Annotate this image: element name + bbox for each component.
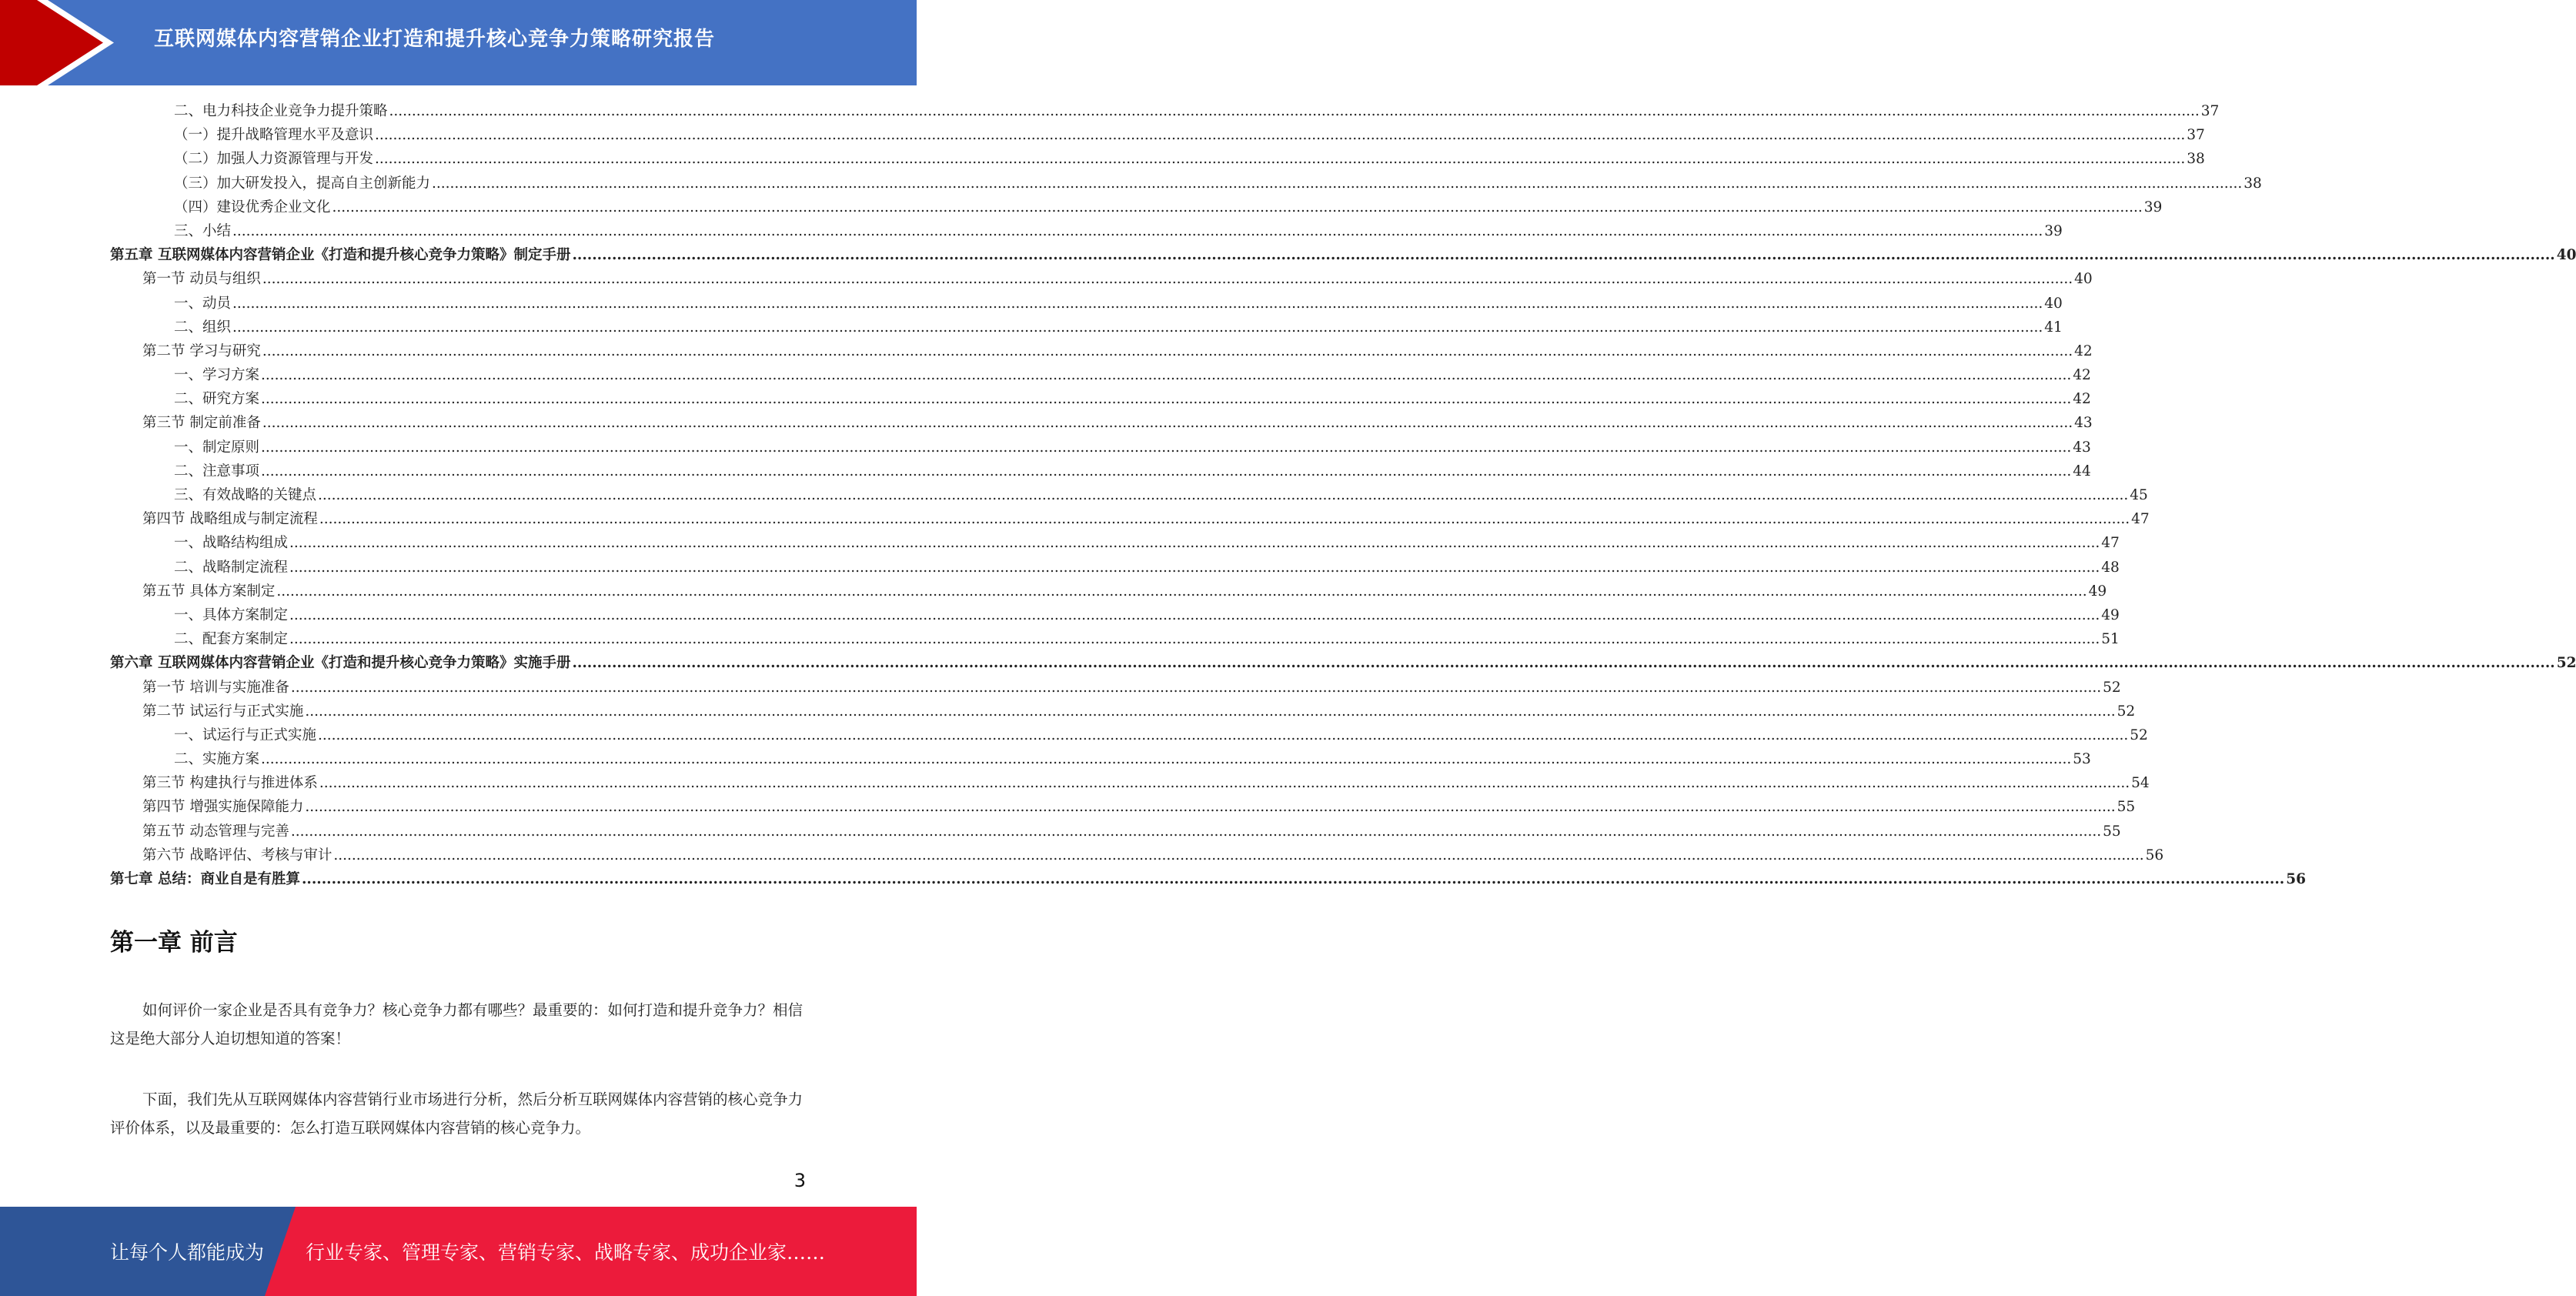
toc-entry[interactable] [110,867,2306,891]
toc-entry-page: 52 [2556,655,2576,672]
header-arrow-decoration [0,0,115,85]
toc-dot-leader: ................................................................................................................................................................................................................................................................................................................................................................................................................ [289,535,2100,552]
toc-entry-title: 第六节 战略评估、考核与审计 [142,847,332,863]
toc-entry-title: 三、小结 [174,222,232,239]
toc-entry[interactable] [110,603,2120,627]
toc-entry-page: 54 [2131,775,2150,792]
toc-dot-leader: ................................................................................................................................................................................................................................................................................................................................................................................................................ [232,295,2043,312]
toc-entry-page: 40 [2556,247,2576,264]
toc-entry-page: 56 [2286,871,2306,887]
toc-entry[interactable] [110,436,2091,459]
toc-entry-page: 38 [2244,175,2262,192]
toc-dot-leader: ................................................................................................................................................................................................................................................................................................................................................................................................................ [276,583,2087,600]
toc-entry-page: 52 [2130,726,2148,743]
toc-dot-leader: ................................................................................................................................................................................................................................................................................................................................................................................................................ [261,463,2072,479]
toc-entry[interactable] [110,556,2120,580]
toc-entry-page: 48 [2101,559,2120,576]
toc-entry[interactable] [110,531,2120,555]
toc-dot-leader: ................................................................................................................................................................................................................................................................................................................................................................................................................ [432,175,2243,192]
toc-entry-page: 52 [2103,679,2121,696]
toc-dot-leader: ................................................................................................................................................................................................................................................................................................................................................................................................................ [318,726,2129,743]
toc-entry-title: 二、配套方案制定 [174,631,289,648]
toc-entry-page: 44 [2073,463,2091,479]
toc-dot-leader: ................................................................................................................................................................................................................................................................................................................................................................................................................ [318,487,2129,503]
toc-dot-leader: ................................................................................................................................................................................................................................................................................................................................................................................................................ [262,415,2073,432]
toc-entry[interactable] [110,195,2163,219]
toc-entry-title: （四）建设优秀企业文化 [174,199,331,215]
toc-entry[interactable] [110,363,2091,387]
footer-slogan-left: 让每个人都能成为 [110,1241,265,1264]
footer-slogan-right: 行业专家、管理专家、营销专家、战略专家、成功企业家…… [306,1241,826,1264]
toc-entry-title: 第二节 学习与研究 [142,342,261,359]
toc-entry[interactable] [110,795,2136,819]
toc-dot-leader: ................................................................................................................................................................................................................................................................................................................................................................................................................ [319,511,2130,528]
toc-entry-title: 一、试运行与正式实施 [174,726,317,743]
toc-entry-title: 一、动员 [174,295,232,312]
toc-entry[interactable] [110,676,2121,700]
toc-dot-leader: ................................................................................................................................................................................................................................................................................................................................................................................................................ [261,751,2072,768]
toc-entry-page: 40 [2074,271,2093,288]
toc-entry[interactable] [110,627,2120,651]
toc-entry-page: 42 [2073,391,2091,408]
toc-dot-leader: ................................................................................................................................................................................................................................................................................................................................................................................................................ [232,319,2043,336]
toc-entry-page: 39 [2143,199,2163,215]
toc-entry-title: 第六章 互联网媒体内容营销企业《打造和提升核心竞争力策略》实施手册 [110,655,571,672]
toc-entry[interactable] [110,123,2205,147]
intro-paragraph-1: 如何评价一家企业是否具有竞争力？核心竞争力都有哪些？最重要的：如何打造和提升竞争力？相信这是绝大部分人迫切想知道的答案！ [110,1001,804,1047]
toc-entry-title: 第五节 具体方案制定 [142,583,276,600]
toc-entry-page: 49 [2088,583,2107,600]
toc-entry[interactable] [110,723,2148,747]
toc-entry-page: 53 [2073,751,2091,768]
table-of-contents [110,99,2576,891]
toc-dot-leader: ................................................................................................................................................................................................................................................................................................................................................................................................................ [305,799,2116,816]
toc-entry-title: 三、有效战略的关键点 [174,487,317,503]
toc-dot-leader: ................................................................................................................................................................................................................................................................................................................................................................................................................ [290,679,2102,696]
toc-entry-title: 二、实施方案 [174,751,260,768]
toc-entry[interactable] [110,267,2093,291]
toc-entry-page: 55 [2103,823,2121,840]
report-title: 互联网媒体内容营销企业打造和提升核心竞争力策略研究报告 [154,28,716,51]
toc-entry-page: 43 [2073,439,2091,456]
toc-entry-page: 38 [2187,151,2205,168]
toc-entry-page: 47 [2131,511,2150,528]
toc-entry[interactable] [110,172,2262,195]
page-header [0,0,917,85]
toc-entry[interactable] [110,820,2121,843]
toc-dot-leader: ................................................................................................................................................................................................................................................................................................................................................................................................................ [261,367,2072,384]
toc-entry-title: 一、制定原则 [174,439,260,456]
toc-entry-title: （二）加强人力资源管理与开发 [174,151,374,168]
toc-entry[interactable] [110,219,2063,243]
toc-dot-leader: ................................................................................................................................................................................................................................................................................................................................................................................................................ [375,151,2186,168]
toc-entry-page: 42 [2073,367,2091,384]
toc-entry[interactable] [110,843,2164,867]
toc-entry[interactable] [110,507,2150,531]
toc-entry-title: 第一节 培训与实施准备 [142,679,289,696]
toc-dot-leader: ................................................................................................................................................................................................................................................................................................................................................................................................................ [319,775,2130,792]
toc-entry-title: 第一节 动员与组织 [142,271,261,288]
toc-entry-page: 49 [2101,606,2120,623]
toc-entry-title: （三）加大研发投入，提高自主创新能力 [174,175,431,192]
toc-dot-leader: ................................................................................................................................................................................................................................................................................................................................................................................................................ [290,823,2102,840]
toc-entry-page: 51 [2101,631,2120,648]
toc-entry-title: 第三节 构建执行与推进体系 [142,775,318,792]
toc-dot-leader: ................................................................................................................................................................................................................................................................................................................................................................................................................ [301,871,2285,887]
toc-entry-page: 40 [2044,295,2063,312]
toc-dot-leader: ................................................................................................................................................................................................................................................................................................................................................................................................................ [289,631,2100,648]
toc-entry-title: 一、具体方案制定 [174,606,289,623]
toc-entry-page: 42 [2074,342,2093,359]
toc-entry-title: （一）提升战略管理水平及意识 [174,127,374,144]
page-number: 3 [794,1170,806,1191]
toc-entry[interactable] [110,316,2063,339]
toc-entry-title: 二、组织 [174,319,232,336]
toc-dot-leader: ................................................................................................................................................................................................................................................................................................................................................................................................................ [375,127,2186,144]
toc-entry-page: 56 [2145,847,2164,863]
toc-dot-leader: ................................................................................................................................................................................................................................................................................................................................................................................................................ [572,655,2555,672]
toc-entry-title: 二、战略制定流程 [174,559,289,576]
toc-dot-leader: ................................................................................................................................................................................................................................................................................................................................................................................................................ [332,199,2143,215]
toc-entry-title: 第二节 试运行与正式实施 [142,703,304,720]
toc-entry[interactable] [110,771,2150,795]
toc-entry[interactable] [110,411,2093,435]
toc-entry-page: 37 [2187,127,2205,144]
toc-entry-title: 一、学习方案 [174,367,260,384]
toc-entry-page: 43 [2074,415,2093,432]
toc-entry[interactable] [110,651,2576,675]
toc-entry[interactable] [110,580,2107,603]
toc-dot-leader: ................................................................................................................................................................................................................................................................................................................................................................................................................ [572,247,2555,264]
toc-entry-title: 第五章 互联网媒体内容营销企业《打造和提升核心竞争力策略》制定手册 [110,247,571,264]
toc-entry-title: 第七章 总结：商业自是有胜算 [110,871,300,887]
toc-entry[interactable] [110,147,2205,171]
toc-entry[interactable] [110,339,2093,363]
toc-entry[interactable] [110,243,2576,267]
toc-entry-page: 52 [2117,703,2136,720]
toc-entry-page: 39 [2044,222,2063,239]
toc-entry[interactable] [110,459,2091,483]
toc-entry-page: 55 [2117,799,2136,816]
toc-entry[interactable] [110,700,2136,723]
toc-dot-leader: ................................................................................................................................................................................................................................................................................................................................................................................................................ [289,606,2100,623]
toc-dot-leader: ................................................................................................................................................................................................................................................................................................................................................................................................................ [262,271,2073,288]
toc-dot-leader: ................................................................................................................................................................................................................................................................................................................................................................................................................ [289,559,2100,576]
toc-entry[interactable] [110,387,2091,411]
toc-entry-title: 第三节 制定前准备 [142,415,261,432]
toc-dot-leader: ................................................................................................................................................................................................................................................................................................................................................................................................................ [232,222,2043,239]
toc-dot-leader: ................................................................................................................................................................................................................................................................................................................................................................................................................ [389,103,2200,119]
toc-entry[interactable] [110,747,2091,771]
toc-entry-page: 37 [2200,103,2220,119]
toc-entry[interactable] [110,292,2063,316]
toc-entry-title: 一、战略结构组成 [174,535,289,552]
toc-dot-leader: ................................................................................................................................................................................................................................................................................................................................................................................................................ [261,439,2072,456]
toc-entry-page: 47 [2101,535,2120,552]
toc-entry-page: 41 [2044,319,2063,336]
toc-dot-leader: ................................................................................................................................................................................................................................................................................................................................................................................................................ [333,847,2144,863]
toc-entry-title: 二、注意事项 [174,463,260,479]
toc-dot-leader: ................................................................................................................................................................................................................................................................................................................................................................................................................ [262,342,2073,359]
toc-dot-leader: ................................................................................................................................................................................................................................................................................................................................................................................................................ [305,703,2116,720]
toc-entry-title: 第四节 战略组成与制定流程 [142,511,318,528]
toc-dot-leader: ................................................................................................................................................................................................................................................................................................................................................................................................................ [261,391,2072,408]
intro-paragraph-2: 下面，我们先从互联网媒体内容营销行业市场进行分析，然后分析互联网媒体内容营销的核心竞争力评价体系，以及最重要的：怎么打造互联网媒体内容营销的核心竞争力。 [110,1091,804,1137]
toc-entry-title: 第五节 动态管理与完善 [142,823,289,840]
page-footer [0,1207,917,1296]
toc-entry[interactable] [110,483,2148,507]
chapter-heading: 第一章 前言 [110,929,238,957]
toc-entry-title: 二、电力科技企业竞争力提升策略 [174,103,388,119]
toc-entry-title: 二、研究方案 [174,391,260,408]
toc-entry-page: 45 [2130,487,2148,503]
toc-entry[interactable] [110,99,2220,123]
toc-entry-title: 第四节 增强实施保障能力 [142,799,304,816]
